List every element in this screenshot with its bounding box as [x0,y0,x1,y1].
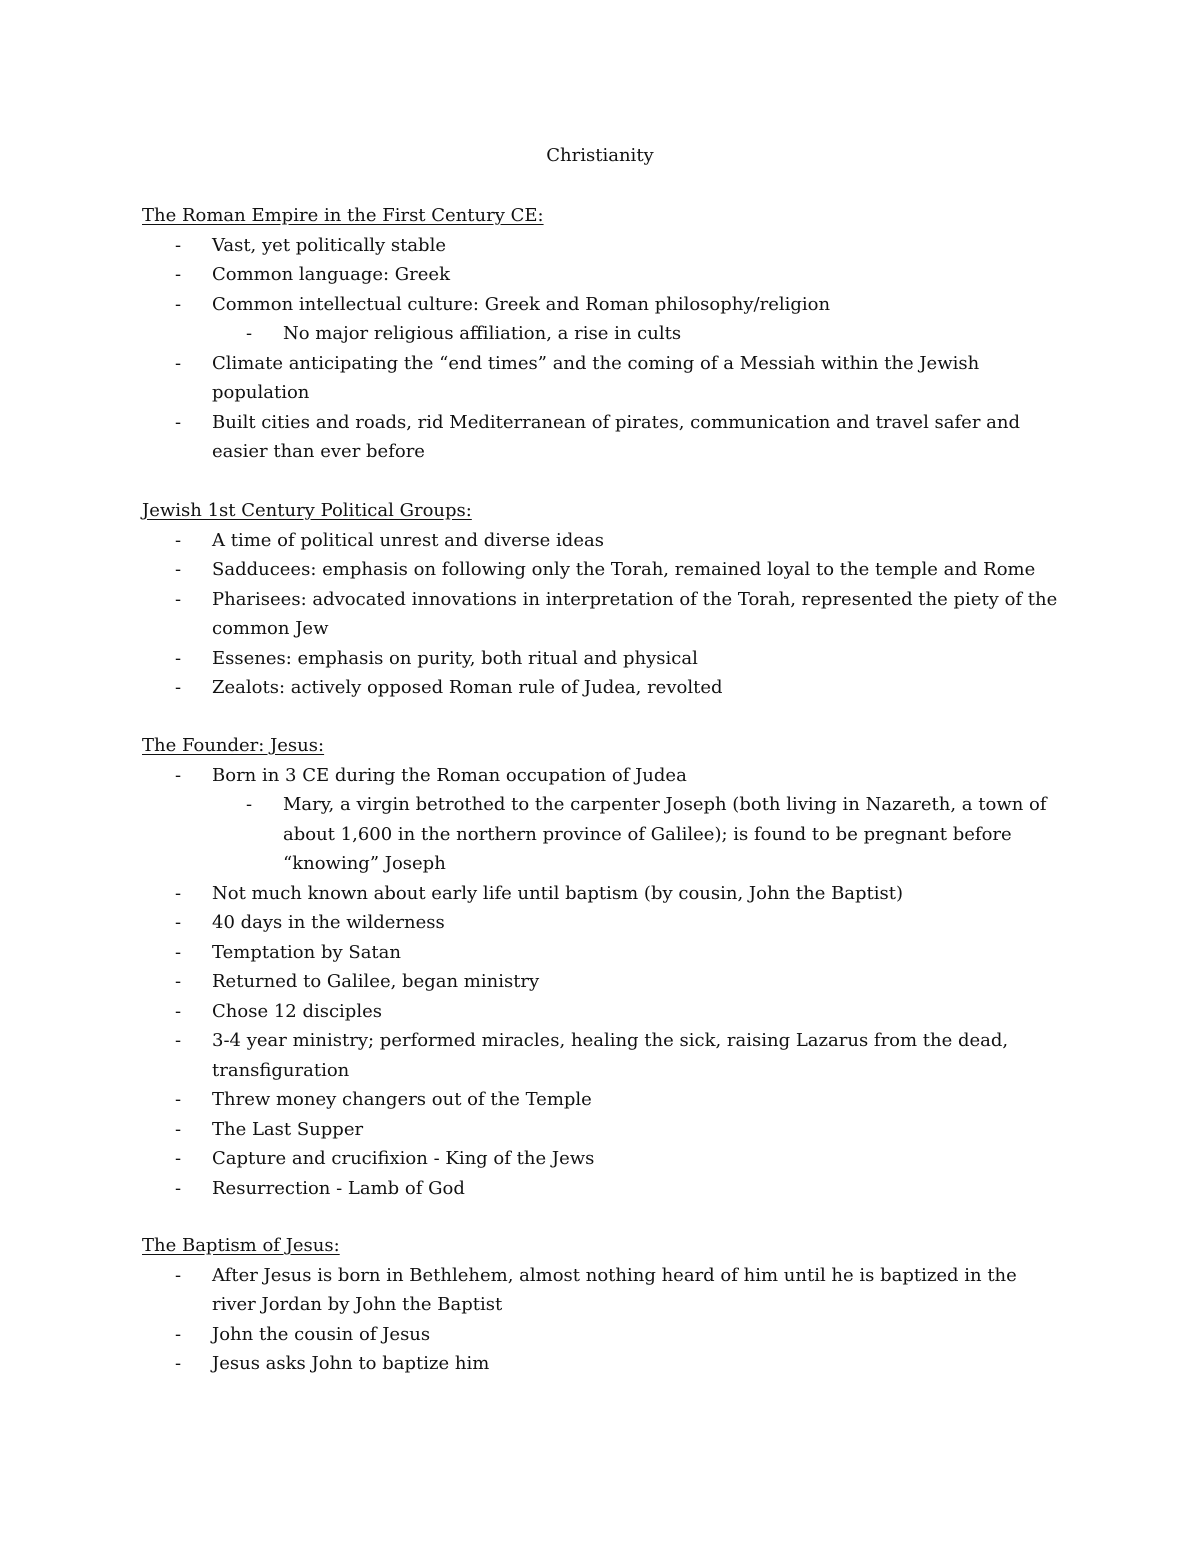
list-item [142,938,1062,968]
list-item [142,673,1062,703]
list-item-text: Built cities and roads, rid Mediterranean of pirates, communication and travel safer and easier than ever before [212,411,1021,462]
bullet-dash: - [175,1118,182,1140]
list-item [142,290,1062,320]
bullet-dash: - [175,1148,182,1169]
list-item-text: A time of political unrest and diverse ideas [212,529,604,551]
list-item-text: No major religious affiliation, a rise in cults [283,323,682,344]
section-heading: Jewish 1st Century Political Groups: [142,500,472,521]
list-item [142,644,1062,674]
list-item [142,967,1062,997]
bullet-dash: - [246,794,253,815]
bullet-dash: - [175,882,182,904]
list-item [142,761,1062,791]
list-item [142,1349,1062,1379]
bullet-dash: - [175,588,182,610]
bullet-dash: - [175,764,182,786]
bullet-dash: - [175,293,182,315]
list-item [142,1261,1062,1320]
bullet-dash: - [175,1323,182,1345]
bullet-dash: - [175,941,182,963]
list-item [142,1174,1062,1204]
list-item-text: Not much known about early life until baptism (by cousin, John the Baptist) [212,882,904,904]
bullet-dash: - [175,1177,182,1199]
section-heading: The Roman Empire in the First Century CE: [142,205,544,226]
list-item-text: Temptation by Satan [212,941,401,963]
list-item [142,231,1062,261]
section-baptism-of-jesus [142,1231,1062,1379]
list-item-text: Common language: Greek [212,264,450,285]
list-item [142,408,1062,467]
list-item [142,1115,1062,1145]
section-jewish-groups [142,496,1062,703]
list-item [142,1085,1062,1115]
section-founder-jesus [142,731,1062,1203]
list-item-text: Vast, yet politically stable [212,234,446,256]
bullet-dash: - [175,912,182,933]
sub-list-item [142,319,1062,349]
list-item [142,879,1062,909]
list-item [142,349,1062,408]
section-heading: The Founder: Jesus: [142,735,325,756]
bullet-dash: - [175,264,182,285]
list-item [142,260,1062,290]
bullet-dash: - [175,1000,182,1022]
bullet-list [142,231,1062,467]
list-item-text: Chose 12 disciples [212,1000,382,1022]
bullet-dash: - [175,352,182,374]
list-item-text: 3-4 year ministry; performed miracles, healing the sick, raising Lazarus from the dead, transfiguration [212,1030,1009,1081]
bullet-dash: - [175,234,182,256]
list-item [142,908,1062,938]
list-item-text: After Jesus is born in Bethlehem, almost nothing heard of him until he is baptized in the river Jordan by John the Baptist [212,1264,1017,1315]
list-item-text: Mary, a virgin betrothed to the carpenter Joseph (both living in Nazareth, a town of about 1,600 in the northern province of Galilee); is found to be pregnant before “knowing” Joseph [283,794,1047,874]
list-item-text: Essenes: emphasis on purity, both ritual and physical [212,647,698,669]
list-item-text: 40 days in the wilderness [212,912,445,933]
section-heading: The Baptism of Jesus: [142,1235,340,1256]
bullet-list [142,1261,1062,1379]
list-item [142,555,1062,585]
list-item [142,1144,1062,1174]
bullet-dash: - [175,1353,182,1374]
section-roman-empire [142,201,1062,467]
bullet-dash: - [175,971,182,992]
bullet-dash: - [246,323,253,344]
list-item-text: Common intellectual culture: Greek and Roman philosophy/religion [212,293,831,315]
bullet-dash: - [175,1264,182,1286]
list-item-text: John the cousin of Jesus [212,1323,431,1345]
sub-list-item [142,790,1062,879]
list-item-text: Sadducees: emphasis on following only the Torah, remained loyal to the temple and Rome [212,559,1036,580]
document-title: Christianity [546,145,654,166]
list-item-text: Jesus asks John to baptize him [212,1353,490,1374]
list-item [142,585,1062,644]
list-item [142,997,1062,1027]
list-item-text: Zealots: actively opposed Roman rule of Judea, revolted [212,677,723,698]
bullet-dash: - [175,647,182,669]
bullet-dash: - [175,1030,182,1051]
bullet-dash: - [175,411,182,433]
list-item [142,1026,1062,1085]
list-item-text: Threw money changers out of the Temple [212,1089,592,1110]
list-item [142,526,1062,556]
bullet-dash: - [175,677,182,698]
list-item-text: Returned to Galilee, began ministry [212,971,540,992]
bullet-dash: - [175,1089,182,1110]
list-item-text: Capture and crucifixion - King of the Jews [212,1148,595,1169]
bullet-dash: - [175,529,182,551]
list-item [142,1320,1062,1350]
bullet-dash: - [175,559,182,580]
list-item-text: Climate anticipating the “end times” and the coming of a Messiah within the Jewish population [212,352,980,403]
list-item-text: The Last Supper [212,1118,364,1140]
list-item-text: Born in 3 CE during the Roman occupation of Judea [212,764,687,786]
list-item-text: Resurrection - Lamb of God [212,1177,465,1199]
bullet-list [142,761,1062,1204]
list-item-text: Pharisees: advocated innovations in interpretation of the Torah, represented the piety of the common Jew [212,588,1058,639]
bullet-list [142,526,1062,703]
